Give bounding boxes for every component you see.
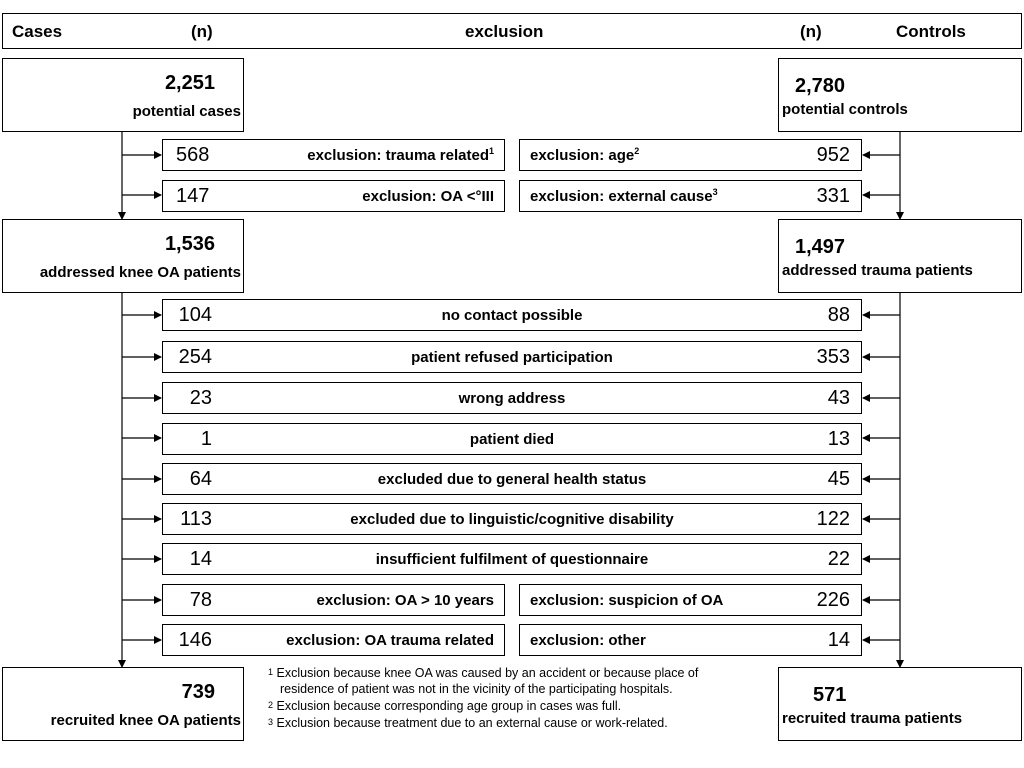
exclusion-right-box — [519, 139, 862, 171]
header-controls: Controls — [896, 22, 966, 41]
left-count: 23 — [189, 387, 212, 409]
exclusion-label: patient died — [469, 431, 555, 448]
shared-exclusion-row — [162, 299, 862, 331]
shared-exclusion-row — [162, 503, 862, 535]
exclusion-label: excluded due to linguistic/cognitive disability — [350, 511, 674, 528]
exclusion-right-box — [519, 624, 862, 656]
potential-cases-box — [2, 58, 244, 132]
exclusion-label: exclusion: OA > 10 years — [316, 592, 494, 609]
exclusion-left-box — [162, 624, 505, 656]
exclusion-left-box — [162, 139, 505, 171]
exclusion-count: 78 — [189, 589, 212, 611]
exclusion-count: 147 — [176, 185, 210, 207]
footnote-mark: 1 — [268, 667, 274, 677]
exclusion-label: exclusion: external cause$^3$ — [530, 187, 718, 205]
exclusion-label: exclusion: trauma related$^1$ — [307, 146, 494, 164]
exclusion-label: exclusion: other — [530, 632, 646, 649]
shared-exclusion-row — [162, 543, 862, 575]
right-count: 353 — [816, 346, 850, 368]
right-count: 88 — [827, 304, 850, 326]
exclusion-label: exclusion: suspicion of OA — [530, 592, 724, 609]
footnote-1-cont — [280, 682, 673, 697]
right-count: 122 — [816, 508, 850, 530]
exclusion-label: excluded due to general health status — [377, 471, 647, 488]
box-label: potential cases — [132, 103, 241, 120]
right-count: 45 — [827, 468, 850, 490]
shared-exclusion-row — [162, 423, 862, 455]
box-number: 739 — [181, 681, 215, 703]
footnote-mark: 2 — [268, 700, 274, 710]
footnote-text: Exclusion because corresponding age group in cases was full. — [276, 699, 622, 713]
exclusion-label: exclusion: OA <°III — [362, 188, 494, 205]
exclusion-label: exclusion: age$^2$ — [530, 146, 640, 164]
footnote-3 — [268, 716, 668, 731]
box-number: 2,251 — [164, 72, 215, 94]
shared-exclusion-row — [162, 341, 862, 373]
left-count: 14 — [189, 548, 212, 570]
right-count: 43 — [827, 387, 850, 409]
header-n-left: (n) — [191, 22, 213, 41]
footnote-text: Exclusion because knee OA was caused by an accident or because place of — [276, 666, 699, 680]
shared-exclusion-row — [162, 463, 862, 495]
footnote-mark: 3 — [268, 717, 274, 727]
exclusion-count: 331 — [816, 185, 850, 207]
recruited-cases-box — [2, 667, 244, 741]
footnote-1 — [268, 666, 698, 681]
potential-controls-box — [778, 58, 1022, 132]
box-number: 571 — [813, 684, 847, 706]
box-number: 1,536 — [164, 233, 215, 255]
box-label: recruited knee OA patients — [50, 712, 241, 729]
exclusion-count: 952 — [816, 144, 850, 166]
box-label: addressed knee OA patients — [39, 264, 241, 281]
left-count: 1 — [200, 428, 212, 450]
header-n-right: (n) — [800, 22, 822, 41]
exclusion-right-box — [519, 584, 862, 616]
exclusion-count: 14 — [827, 629, 850, 651]
box-label: potential controls — [782, 101, 908, 118]
header-exclusion: exclusion — [465, 22, 544, 41]
exclusion-count: 226 — [816, 589, 850, 611]
left-count: 104 — [178, 304, 212, 326]
exclusion-label: insufficient fulfilment of questionnaire — [375, 551, 649, 568]
left-count: 113 — [180, 508, 212, 530]
exclusion-label: exclusion: OA trauma related — [286, 632, 494, 649]
right-count: 13 — [827, 428, 850, 450]
box-number: 1,497 — [795, 236, 846, 258]
exclusion-label: patient refused participation — [411, 349, 613, 366]
box-label: addressed trauma patients — [782, 262, 973, 279]
exclusion-right-box — [519, 180, 862, 212]
recruited-controls-box — [778, 667, 1022, 741]
exclusion-left-box — [162, 180, 505, 212]
right-count: 22 — [827, 548, 850, 570]
left-count: 254 — [178, 346, 212, 368]
footnote-text: residence of patient was not in the vicinity of the participating hospitals. — [280, 682, 673, 696]
box-label: recruited trauma patients — [782, 710, 963, 727]
box-number: 2,780 — [795, 75, 846, 97]
shared-exclusion-row — [162, 382, 862, 414]
exclusion-count: 146 — [178, 629, 212, 651]
left-count: 64 — [189, 468, 212, 490]
exclusion-count: 568 — [176, 144, 210, 166]
header-cases: Cases — [12, 22, 63, 41]
addressed-controls-box — [778, 219, 1022, 293]
addressed-cases-box — [2, 219, 244, 293]
footnote-text: Exclusion because treatment due to an external cause or work-related. — [276, 716, 668, 730]
exclusion-label: wrong address — [458, 390, 566, 407]
exclusion-label: no contact possible — [441, 307, 583, 324]
exclusion-left-box — [162, 584, 505, 616]
footnote-2 — [268, 699, 621, 714]
